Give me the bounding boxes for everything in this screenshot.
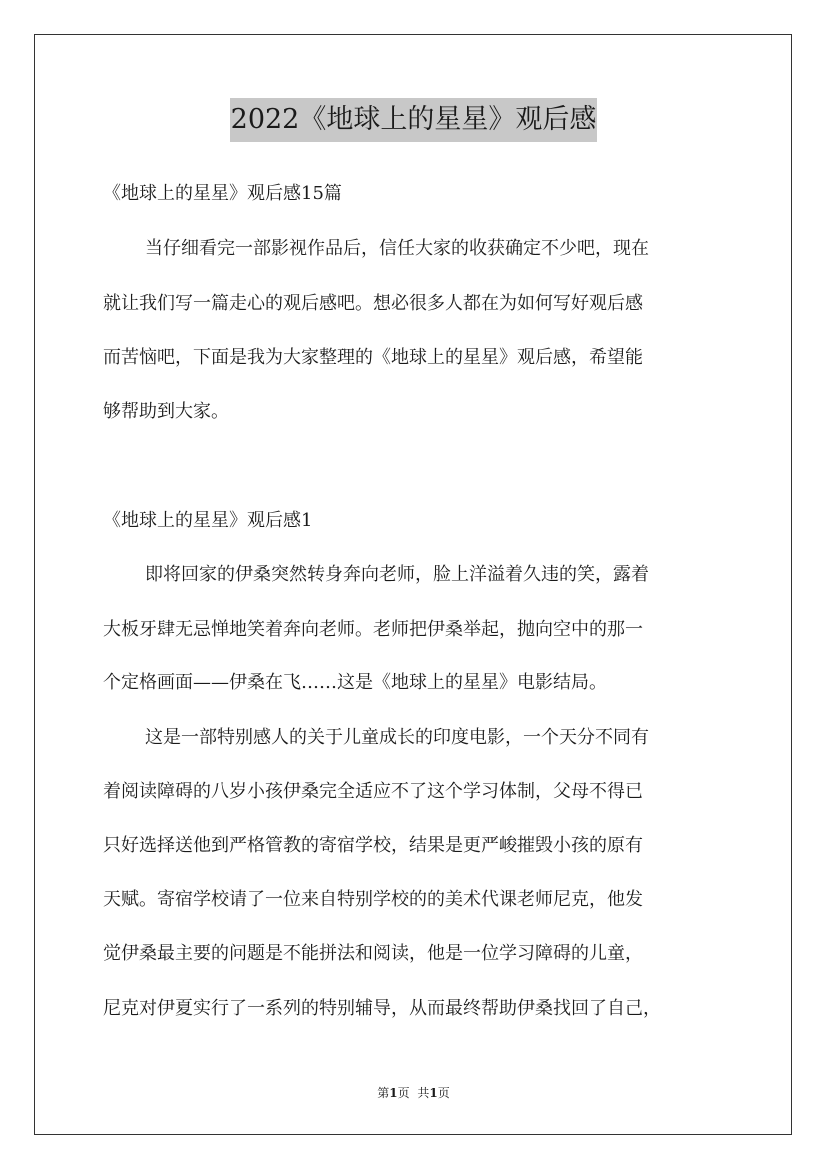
intro-line: 就让我们写一篇走心的观后感吧。想必很多人都在为如何写好观后感 [103,293,643,314]
body-line: 个定格画面——伊桑在飞……这是《地球上的星星》电影结局。 [103,672,607,693]
subtitle: 《地球上的星星》观后感15篇 [103,183,342,204]
footer-total-number: 1 [429,1086,438,1100]
body-line: 天赋。寄宿学校请了一位来自特别学校的的美术代课老师尼克，他发 [103,889,643,910]
intro-line: 够帮助到大家。 [103,401,229,422]
section-heading: 《地球上的星星》观后感1 [103,510,313,531]
body-line: 尼克对伊夏实行了一系列的特别辅导，从而最终帮助伊桑找回了自己， [103,998,661,1019]
body-line: 觉伊桑最主要的问题是不能拼法和阅读，他是一位学习障碍的儿童， [103,943,643,964]
page-footer [0,1085,827,1101]
intro-line: 而苦恼吧，下面是我为大家整理的《地球上的星星》观后感，希望能 [103,347,643,368]
document-title: 2022《地球上的星星》观后感 [230,98,598,142]
body-line: 着阅读障碍的八岁小孩伊桑完全适应不了这个学习体制，父母不得已 [103,781,643,802]
intro-line: 当仔细看完一部影视作品后，信任大家的收获确定不少吧，现在 [145,238,649,259]
footer-page-suffix: 页 [397,1086,410,1100]
footer-page-prefix: 第 [377,1086,390,1100]
footer-page-number: 1 [389,1086,398,1100]
body-line: 大板牙肆无忌惮地笑着奔向老师。老师把伊桑举起，抛向空中的那一 [103,619,643,640]
document-title-wrap [0,98,827,142]
body-line: 即将回家的伊桑突然转身奔向老师，脸上洋溢着久违的笑，露着 [145,564,649,585]
footer-total-prefix: 共 [417,1086,430,1100]
body-line: 这是一部特别感人的关于儿童成长的印度电影，一个天分不同有 [145,727,649,748]
footer-total-suffix: 页 [437,1086,450,1100]
body-line: 只好选择送他到严格管教的寄宿学校，结果是更严峻摧毁小孩的原有 [103,835,643,856]
